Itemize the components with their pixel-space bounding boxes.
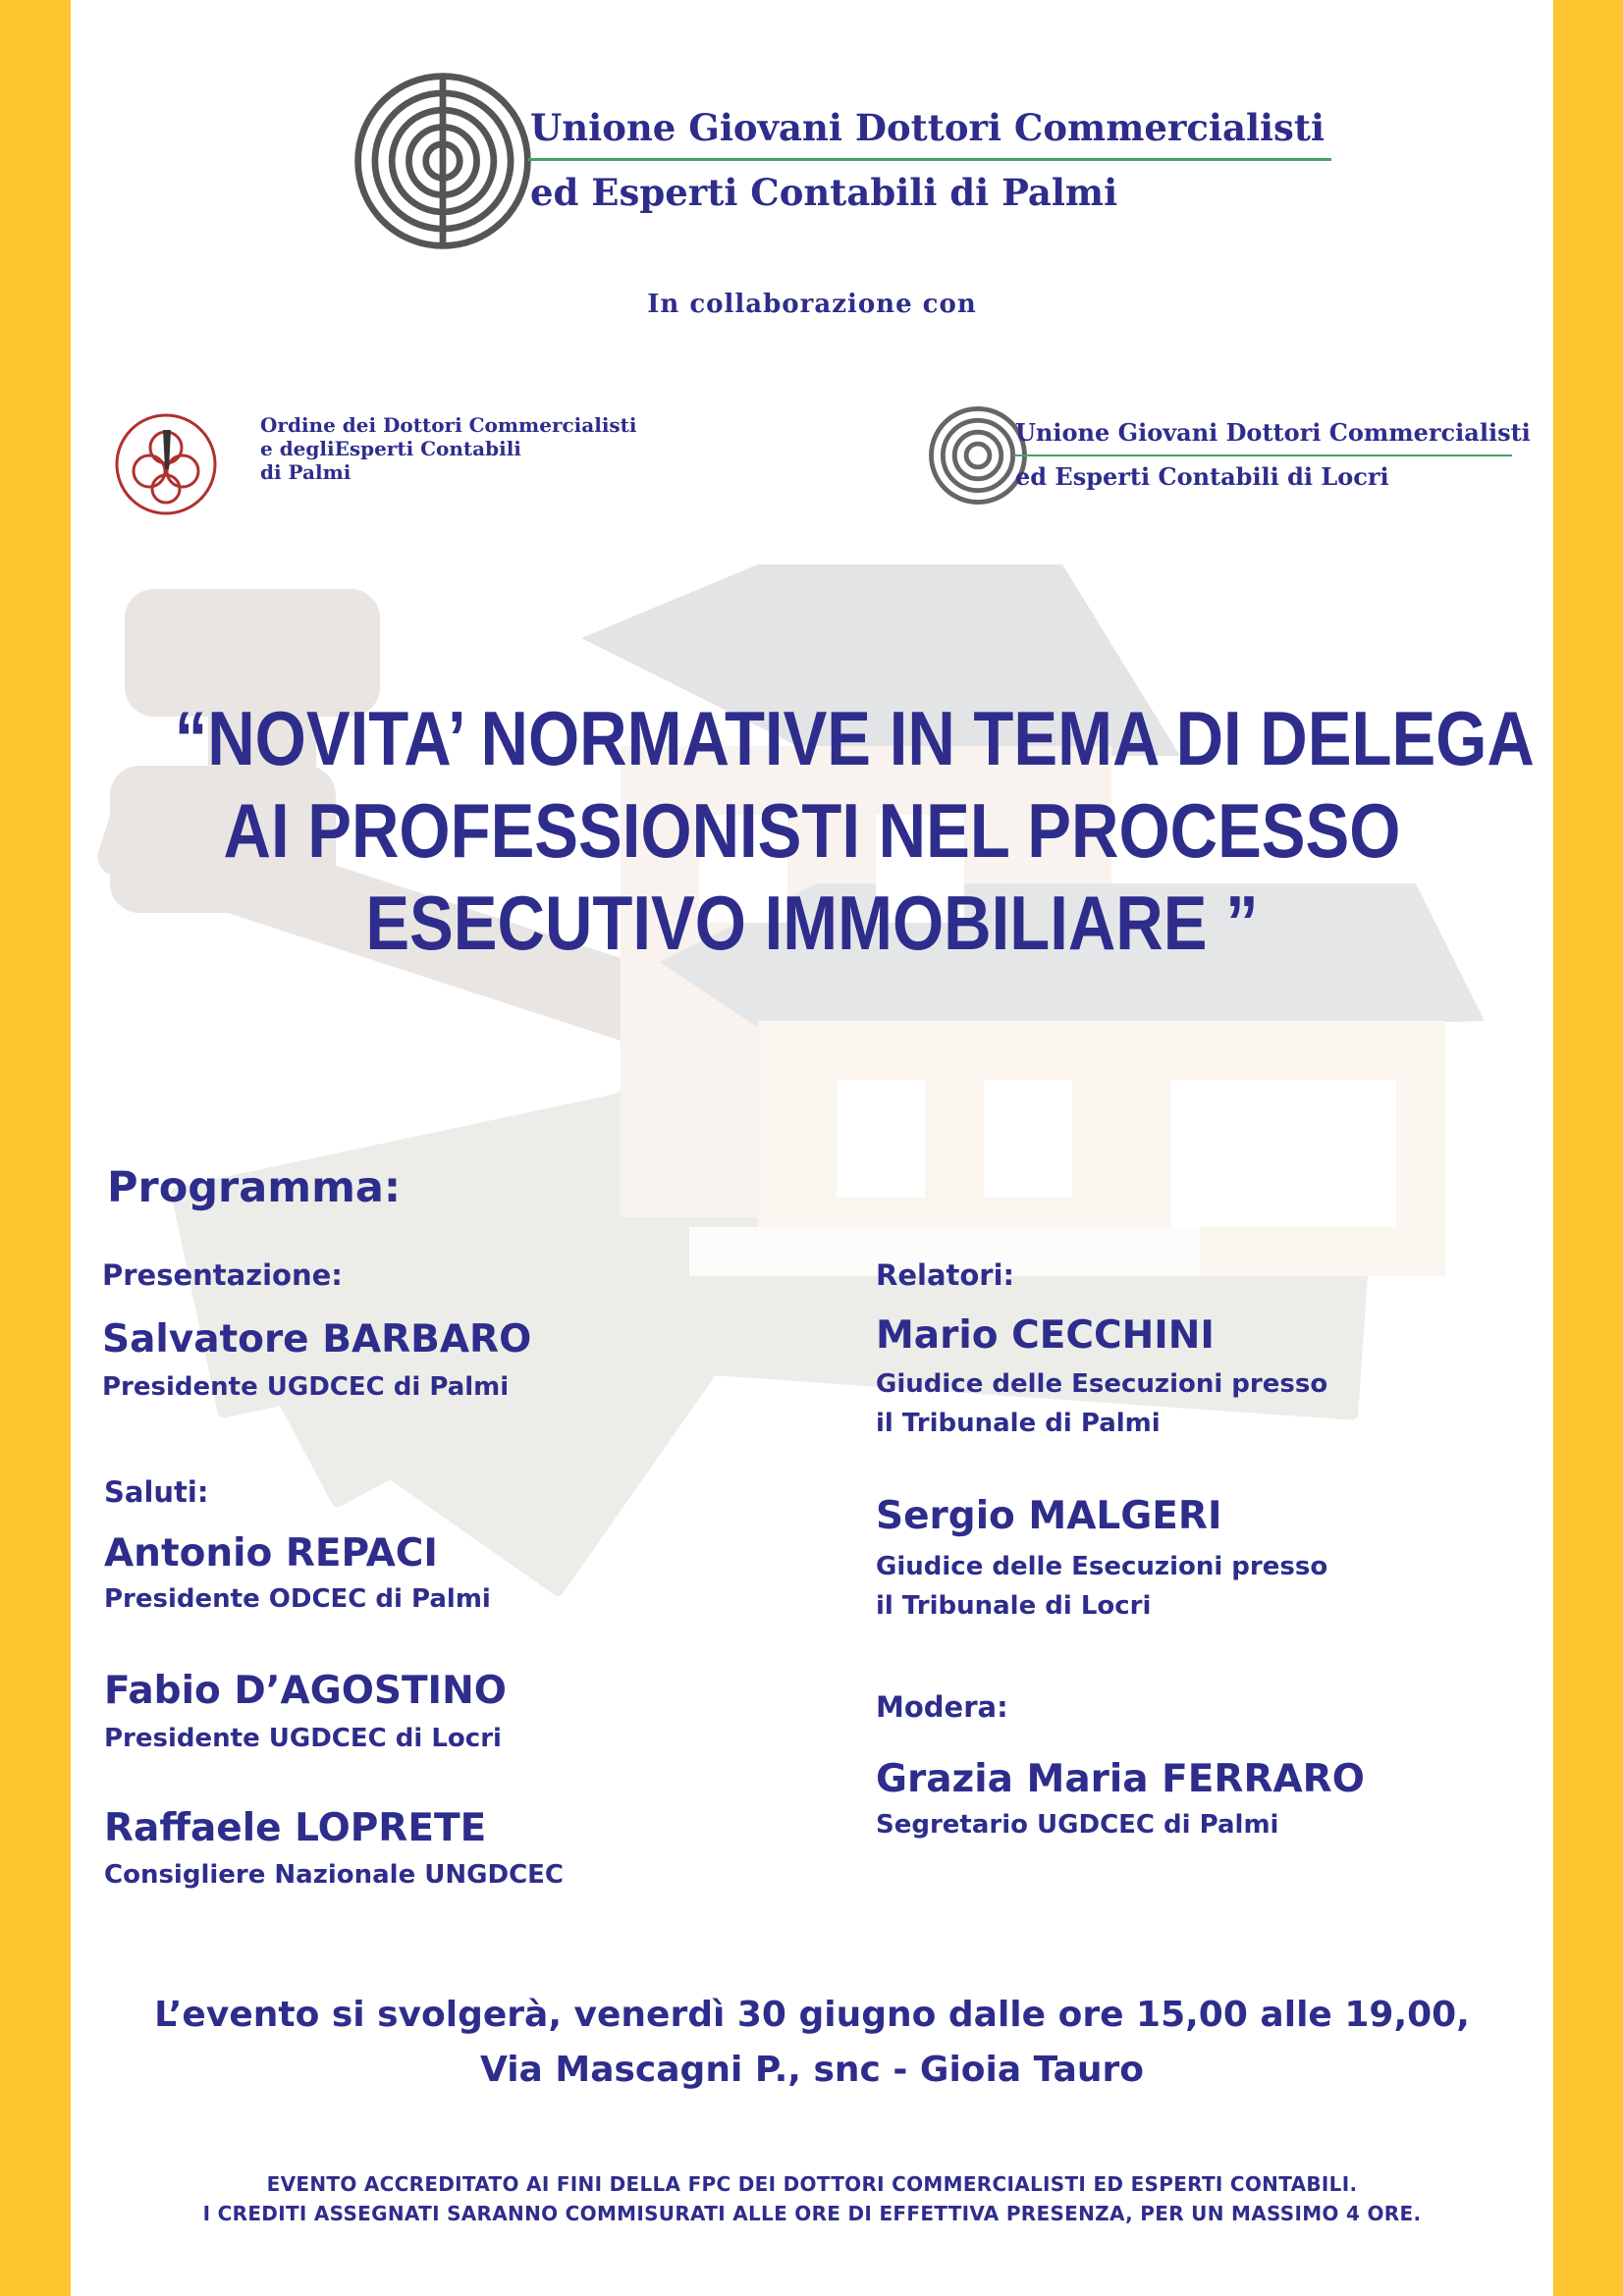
event-title [174, 692, 1535, 969]
relatore-role-1b: il Tribunale di Palmi [876, 1409, 1161, 1438]
title-line2: AI PROFESSIONISTI NEL PROCESSO [223, 787, 1401, 874]
saluti-name-1: Antonio REPACI [104, 1531, 438, 1575]
background-illustration [71, 0, 1553, 2296]
relatore-role-2a: Giudice delle Esecuzioni presso [876, 1552, 1328, 1581]
relatore-name-1: Mario CECCHINI [876, 1313, 1215, 1358]
saluti-name-3: Raffaele LOPRETE [104, 1806, 487, 1850]
title-line3: ESECUTIVO IMMOBILIARE ” [365, 880, 1259, 966]
poster-page [71, 0, 1553, 2296]
modera-label: Modera: [876, 1690, 1008, 1724]
modera-name: Grazia Maria FERRARO [876, 1757, 1365, 1801]
programma-heading: Programma: [107, 1163, 402, 1212]
title-line1: “NOVITA’ NORMATIVE IN TEMA DI DELEGA [174, 695, 1535, 781]
locri-divider [1013, 454, 1512, 456]
organizer-name-line2: ed Esperti Contabili di Palmi [530, 171, 1118, 214]
presentazione-label: Presentazione: [102, 1258, 343, 1292]
modera-role: Segretario UGDCEC di Palmi [876, 1810, 1279, 1840]
event-details [71, 1988, 1553, 2098]
odcec-name-line1: Ordine dei Dottori Commercialisti [260, 413, 637, 437]
event-location: Via Mascagni P., snc - Gioia Tauro [479, 2050, 1145, 2090]
relatori-label: Relatori: [876, 1258, 1015, 1292]
collaboration-label: In collaborazione con [647, 290, 977, 319]
saluti-label: Saluti: [104, 1475, 209, 1509]
relatore-name-2: Sergio MALGERI [876, 1494, 1222, 1538]
odcec-name-line2: e degliEsperti Contabili [260, 437, 521, 460]
relatore-role-2b: il Tribunale di Locri [876, 1591, 1152, 1621]
event-date-time: L’evento si svolgerà, venerdì 30 giugno dalle ore 15,00 alle 19,00, [154, 1995, 1470, 2035]
organizer-name-line1: Unione Giovani Dottori Commercialisti [530, 106, 1325, 149]
saluti-name-2: Fabio D’AGOSTINO [104, 1669, 507, 1713]
locri-name-line1: Unione Giovani Dottori Commercialisti [1015, 418, 1531, 447]
logo-divider [528, 158, 1331, 161]
odcec-palmi-logo-icon [112, 410, 220, 518]
accreditation-line2: I CREDITI ASSEGNATI SARANNO COMMISURATI ALLE ORE DI EFFETTIVA PRESENZA, PER UN MASSIMO 4 ORE. [202, 2202, 1422, 2225]
saluti-role-1: Presidente ODCEC di Palmi [104, 1584, 491, 1614]
presentazione-role: Presidente UGDCEC di Palmi [102, 1372, 510, 1402]
accreditation-line1: EVENTO ACCREDITATO AI FINI DELLA FPC DEI DOTTORI COMMERCIALISTI ED ESPERTI CONTABILI. [266, 2172, 1358, 2196]
ugdcec-palmi-logo-icon [349, 67, 537, 255]
locri-name-line2: ed Esperti Contabili di Locri [1015, 462, 1389, 491]
saluti-role-3: Consigliere Nazionale UNGDCEC [104, 1860, 564, 1890]
presentazione-name: Salvatore BARBARO [102, 1317, 532, 1362]
saluti-role-2: Presidente UGDCEC di Locri [104, 1724, 502, 1753]
odcec-palmi-name [260, 413, 637, 484]
accreditation-notice [71, 2169, 1553, 2228]
relatore-role-1a: Giudice delle Esecuzioni presso [876, 1369, 1328, 1399]
odcec-name-line3: di Palmi [260, 460, 352, 484]
